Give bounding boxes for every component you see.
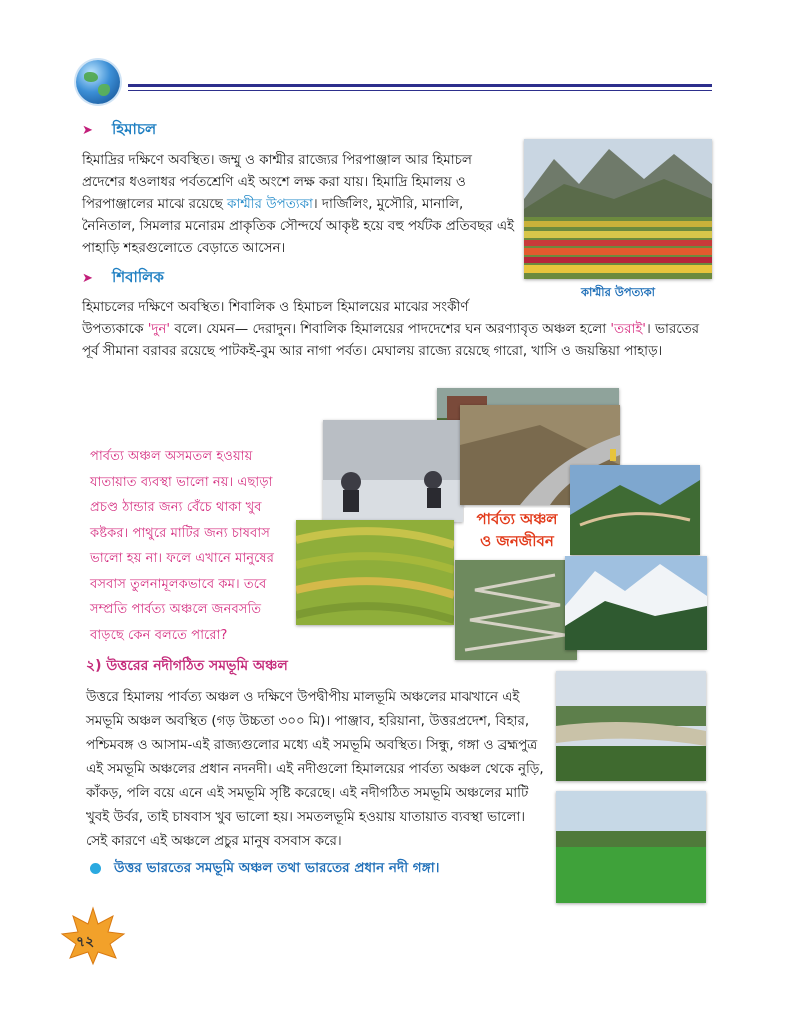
bullet-icon <box>90 863 101 874</box>
collage-photo-snow-peaks <box>565 556 707 650</box>
arrow-right-icon: ➤ <box>82 123 93 138</box>
globe-icon <box>76 60 120 104</box>
mountain-life-title <box>464 508 570 556</box>
shivalik-heading: শিবালিক <box>112 268 164 286</box>
shivalik-paragraph <box>82 319 712 363</box>
mountain-life-text: পার্বত্য অঞ্চল অসমতল হওয়ায় যাতায়াত ব্যবস্থা ভালো নয়। এছাড়া প্রচণ্ড ঠান্ডার জন্য বেঁচে থাকা খুব কষ্টকর। পাথুরে মাটির জন্য চাষবাস ভালো হয় না। ফলে এখানে মানুষের বসবাস তুলনামূলকভাবে কম। তবে সম্প্রতি পার্বত্য অঞ্চলে জনবসতি বাড়ছে কেন বলতে পারো? <box>90 449 274 643</box>
himachal-paragraph <box>82 150 514 260</box>
header-rule <box>128 84 712 87</box>
himachal-heading-row <box>82 118 156 143</box>
plains-paragraph: উত্তরে হিমালয় পার্বত্য অঞ্চল ও দক্ষিণে উপদ্বীপীয় মালভূমি অঞ্চলের মাঝখানে এই সমভূমি অঞ্চল অবস্থিত (গড় উচ্চতা ৩০০ মি)। পাঞ্জাব, হরিয়ানা, উত্তরপ্রদেশ, বিহার, পশ্চিমবঙ্গ ও আসাম-এই রাজ্যগুলোর মধ্যে এই সমভূমি অবস্থিত। সিন্ধু, গঙ্গা ও ব্রহ্মপুত্র এই সমভূমি অঞ্চলের প্রধান নদনদী। এই নদীগুলো হিমালয়ের পার্বত্য অঞ্চল থেকে নুড়ি, কাঁকড়, পলি বয়ে এনে এই সমভূমি সৃষ্টি করেছে। এই নদীগঠিত সমভূমি অঞ্চলের মাটি খুবই উর্বর, তাই চাষবাস খুব ভালো হয়। সমতলভূমি হওয়ায় যাতায়াত ব্যবস্থা ভালো। সেই কারণে এই অঞ্চলে প্রচুর মানুষ বসবাস করে। <box>86 690 544 849</box>
kashmir-valley-term: কাশ্মীর উপত্যকা <box>227 197 313 212</box>
collage-photo-terrace-farms <box>296 520 454 625</box>
himachal-heading: হিমাচল <box>112 120 157 138</box>
collage-photo-hairpin-road <box>455 560 577 660</box>
terai-term: 'তরাই' <box>610 322 646 337</box>
mountain-life-title-line2: ও জনজীবন <box>480 532 554 550</box>
shivalik-text-a: উপত্যকাকে <box>82 322 148 337</box>
kashmir-valley-photo <box>524 139 712 279</box>
ganga-river-photo <box>556 671 706 781</box>
plain-field-photo <box>556 791 706 903</box>
collage-photo-mountain-road <box>570 465 700 555</box>
arrow-right-icon: ➤ <box>82 271 93 286</box>
page-number: ৭২ <box>76 934 95 950</box>
mountain-life-title-line1: পার্বত্য অঞ্চল <box>476 510 558 528</box>
plains-heading: ২) উত্তরের নদীগঠিত সমভূমি অঞ্চল <box>86 658 288 674</box>
shivalik-heading-row <box>82 266 164 291</box>
collage-photo-snow-cyclists <box>323 420 463 522</box>
shivalik-line1: হিমাচলের দক্ষিণে অবস্থিত। শিবালিক ও হিমাচল হিমালয়ের মাঝের সংকীর্ণ <box>82 300 469 315</box>
shivalik-text-c: । ভারতের পূর্ব সীমানা বরাবর রয়েছে পাটকই-বুম আর নাগা পর্বত। মেঘালয় রাজ্যে রয়েছে গারো, খাসি ও জয়ন্তিয়া পাহাড়। <box>82 322 700 359</box>
kashmir-photo-caption: কাশ্মীর উপত্যকা <box>580 285 656 299</box>
himachal-text-b: । দার্জিলিং, মুসৌরি, মানালি, নৈনিতাল, সিমলার মনোরম প্রাকৃতিক সৌন্দর্যে আকৃষ্ট হয়ে বহু পর্যটক প্রতিবছর এই পাহাড়ি শহরগুলোতে বেড়াতে আসেন। <box>82 197 514 256</box>
header-rule-thin <box>128 90 712 91</box>
shivalik-text-b: বলে। যেমন— দেরাদুন। শিবালিক হিমালয়ের পাদদেশের ঘন অরণ্যাবৃত অঞ্চল হলো <box>170 322 611 337</box>
himachal-text-a: হিমাদ্রির দক্ষিণে অবস্থিত। জম্মু ও কাশ্মীর রাজ্যের পিরপাঞ্জাল আর হিমাচল প্রদেশের ধওলাধর পর্বতশ্রেণি এই অংশে লক্ষ করা যায়। হিমাদ্রি হিমালয় ও পিরপাঞ্জালের মাঝে রয়েছে <box>82 153 472 212</box>
dun-term: 'দুন' <box>147 322 171 337</box>
ganga-bullet-text: উত্তর ভারতের সমভূমি অঞ্চল তথা ভারতের প্রধান নদী গঙ্গা। <box>114 860 440 876</box>
